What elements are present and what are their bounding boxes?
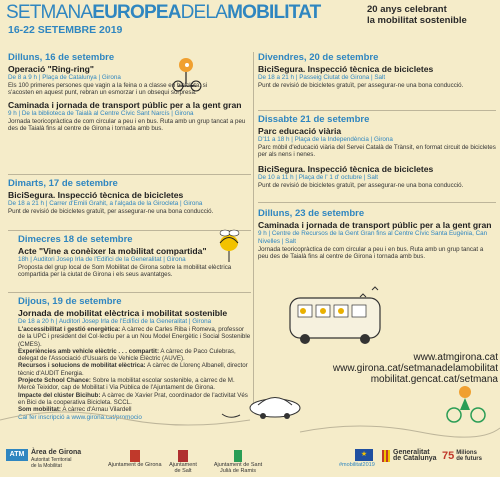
cyclist-icon xyxy=(447,386,485,422)
divider xyxy=(8,174,251,175)
event-description: Punt de revisió de bicicletes gratuït, per assegurar-ne una bona conducció. xyxy=(258,82,464,89)
event-location: 9 h | Centre de Recursos de la Gent Gran fins al Centre Cívic Santa Eugènia, Can Nivelles | Salt xyxy=(258,230,488,245)
event-description: Parc mòbil d'educació viària del Servei Català de Trànsit, en format circuit de bicicletes per als nens i nenes. xyxy=(258,144,496,159)
left-column-c xyxy=(18,234,251,283)
talk-item-title: Recursos i solucions de mobilitat elèctrica: xyxy=(18,362,146,370)
event-title: BiciSegura. Inspecció tècnica de bicicletes xyxy=(258,64,434,74)
talk-item-text: A càrrec de Carles Riba i Romeva, professor de la UPC i president del Col·lectiu per a un Nou Model Energètic i Social Sostenible (CMES). xyxy=(18,326,251,348)
day-date: Dissabte 21 de setembre xyxy=(258,114,370,125)
millions-futurs-logo: 75 Milions de futurs xyxy=(442,450,482,462)
left-column-d xyxy=(18,296,251,426)
event-title: Parc educació viària xyxy=(258,126,342,136)
day-saturday-21 xyxy=(258,114,496,189)
day-date: Dilluns, 23 de setembre xyxy=(258,208,365,219)
event-title: BiciSegura. Inspecció tècnica de bicicletes xyxy=(8,190,184,200)
talk-list xyxy=(18,326,251,414)
talk-item-text: A càrrec de Paco Culebras, delegat de l'Associació d'Usuaris de Vehicle Elèctric (AUVE). xyxy=(18,347,236,363)
ajuntament-sant-julia-logo: Ajuntament de Sant Julià de Ramis xyxy=(208,450,268,474)
left-column-b xyxy=(8,178,251,219)
talk-item xyxy=(18,348,251,363)
talk-item xyxy=(18,326,251,348)
girona-shield-icon xyxy=(130,450,140,462)
ajuntament-salt-logo: Ajuntament de Salt xyxy=(168,450,198,474)
talk-item-title: Projecte School Chance: xyxy=(18,377,91,385)
divider xyxy=(8,230,251,231)
event-title: Caminada i jornada de transport públic per a la gent gran xyxy=(258,220,492,230)
event-title: Jornada de mobilitat elèctrica i mobilitat sostenible xyxy=(18,308,228,318)
event-title: Caminada i jornada de transport públic per a la gent gran xyxy=(8,99,242,110)
divider xyxy=(258,110,496,111)
event-location: De 10 a 11 h | Plaça de l' 1 d' octubre | Salt xyxy=(258,173,379,181)
generalitat-stripes-icon xyxy=(382,450,390,462)
event-location: De 18 a 20 h | Auditori Josep Irla de l'Edifici de la Generalitat | Girona xyxy=(18,318,212,325)
talk-item-title: Impacte del clúster Bicihub: xyxy=(18,391,101,399)
day-wednesday-18 xyxy=(18,234,251,279)
event-location: 9 h | De la biblioteca de Taialà al Centre Cívic Sant Narcís | Girona xyxy=(8,109,194,117)
talk-item xyxy=(18,392,251,407)
talk-item-text: Sobre la mobilitat escolar sostenible, a càrrec de M. Mercè Teixidor, cap de Mobilitat i Via Pública de l'Ajuntament de Girona. xyxy=(18,377,235,392)
talk-item xyxy=(18,362,251,377)
website-links xyxy=(318,352,498,385)
talk-item-text: A càrrec de Llorenç Albanell, director tècnic d'AUDIT Energia. xyxy=(18,362,248,377)
eu-flag-logo xyxy=(355,449,373,461)
day-date: Dijous, 19 de setembre xyxy=(18,296,122,307)
talk-item-title: L'accessibilitat i gestió energètica: xyxy=(18,326,121,333)
day-monday-16 xyxy=(8,52,251,132)
generalitat-logo: Generalitat de Catalunya xyxy=(382,450,437,462)
event-title: BiciSegura. Inspecció tècnica de bicicletes xyxy=(258,163,434,174)
talk-item-text: A càrrec de Xavier Prat, coordinador de l'activitat Vés en Bici de la cooperativa Bicicleta. SCCL. xyxy=(18,391,248,406)
tagline: 20 anys celebrant la mobilitat sostenible xyxy=(367,4,467,26)
talk-item xyxy=(18,377,251,392)
event-description: Proposta del grup local de Som Mobilitat de Girona sobre la mobilitat elèctrica compartida per la ciutat de Girona i els seus avantatges. xyxy=(18,264,232,279)
talk-item-title: Som mobilitat: xyxy=(18,406,61,414)
event-description: Punt de revisió de bicicletes gratuït, per assegurar-ne una bona conducció. xyxy=(258,181,464,189)
eu-flag-icon: ★ xyxy=(355,449,373,461)
inscription-link[interactable]: Cal fer inscripció a www.girona.cat/promocio xyxy=(18,413,142,421)
salt-shield-icon xyxy=(178,450,188,462)
right-column-b xyxy=(258,114,496,193)
day-thursday-19 xyxy=(18,296,251,422)
event-location: D'11 a 18 h | Plaça de la Independència | Girona xyxy=(258,136,393,143)
number-seventy-five-icon: 75 xyxy=(442,450,455,462)
event-location: 18h | Auditori Josep Irla de l'Edifici de la Generalitat | Girona xyxy=(18,256,186,263)
event-title: Operació "Ring-ring" xyxy=(8,64,94,74)
atm-badge-icon: ATM xyxy=(6,449,28,461)
event-description: Jornada teoricopràctica de com circular a peu i en bus. Ruta amb un grup tancat a peu des de Taialà fins al centre de Girona i tornada amb bus. xyxy=(8,117,246,132)
event-description: Els 100 primeres persones que vagin a la feina o a classe en bicicleta, si s'acosten en aquest punt, rebran un esmorzar i un obsequi sorpresa. xyxy=(8,82,208,97)
footer-logos xyxy=(0,447,500,477)
day-date: Dilluns, 16 de setembre xyxy=(8,52,115,63)
right-column-c xyxy=(258,208,494,265)
column-divider xyxy=(253,52,254,409)
page-title: SETMANAEUROPEADELAMOBILITAT xyxy=(6,2,321,23)
day-friday-20 xyxy=(258,52,496,89)
day-date: Dimarts, 17 de setembre xyxy=(8,178,118,189)
atm-logo: ATM Àrea de Girona Autoritat Territorial de la Mobilitat xyxy=(6,449,81,469)
bus-icon xyxy=(290,298,380,344)
day-date: Divendres, 20 de setembre xyxy=(258,52,379,63)
day-date: Dimecres 18 de setembre xyxy=(18,234,133,245)
talk-item-text: A càrrec d'Arnau Vilardell xyxy=(60,406,132,414)
event-location: De 8 a 9 h | Plaça de Catalunya | Girona xyxy=(8,74,121,81)
day-monday-23 xyxy=(258,208,494,261)
left-column xyxy=(8,52,251,136)
link-atmgirona[interactable]: www.atmgirona.cat xyxy=(413,352,498,363)
hashtag: #mobilitat2019 xyxy=(339,462,375,468)
event-description: Punt de revisió de bicicletes gratuït, per assegurar-ne una bona conducció. xyxy=(8,208,214,215)
link-girona-setmana[interactable]: www.girona.cat/setmanadelamobilitat xyxy=(332,363,498,374)
talk-item-title: Experiències amb vehicle elèctric . . . compartit: xyxy=(18,347,159,355)
event-location: De 18 a 21 h | Carrer d'Emili Grahit, a l'alçada de la Girocleta | Girona xyxy=(8,200,203,207)
link-gencat[interactable]: mobilitat.gencat.cat/setmana xyxy=(370,374,498,385)
divider xyxy=(8,292,251,293)
talk-item xyxy=(18,406,251,413)
divider xyxy=(258,202,496,203)
day-tuesday-17 xyxy=(8,178,251,215)
event-location: De 18 a 21 h | Passeig Ciutat de Girona | Salt xyxy=(258,74,386,81)
event-title: Acte "Vine a conèixer la mobilitat compartida" xyxy=(18,246,207,256)
ajuntament-girona-logo: Ajuntament de Girona xyxy=(108,450,162,468)
event-description: Jornada teoricopràctica de com circular a peu i en bus. Ruta amb un grup tancat a peu des de Taialà fins al centre de Girona i tornada amb bus. xyxy=(258,246,484,261)
right-column xyxy=(258,52,496,93)
sant-julia-mark-icon xyxy=(234,450,242,462)
event-dates: 16-22 SETEMBRE 2019 xyxy=(8,24,123,36)
